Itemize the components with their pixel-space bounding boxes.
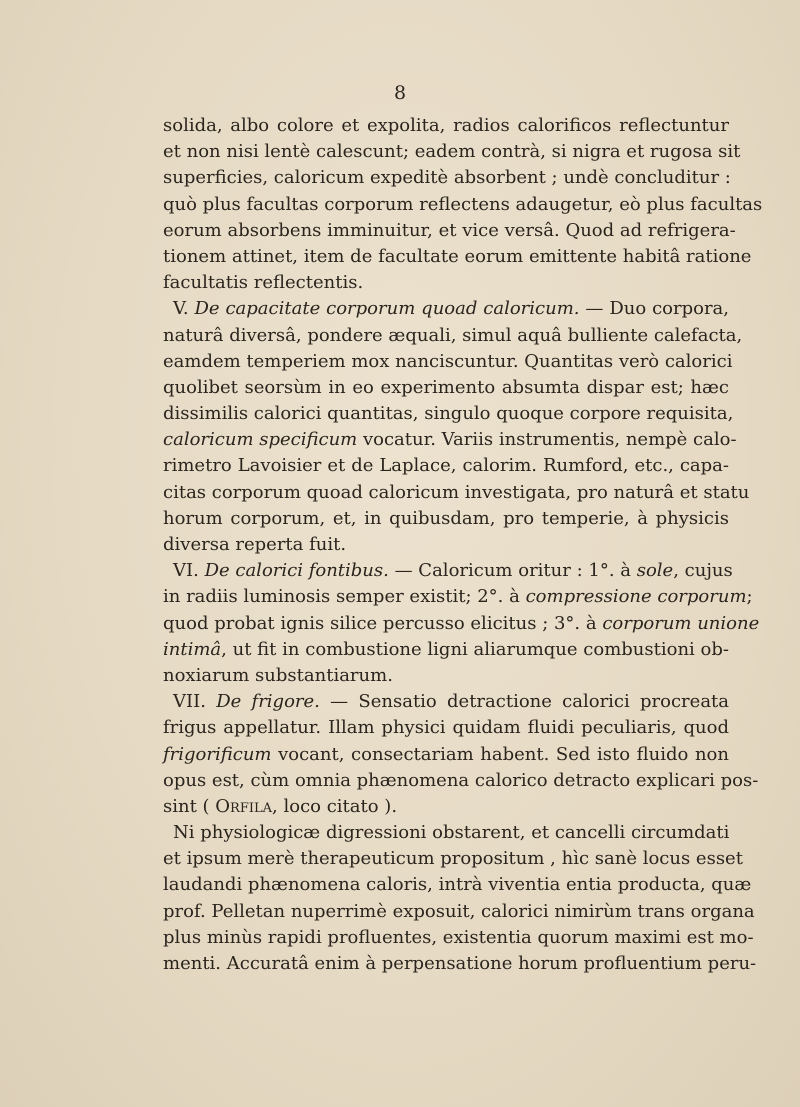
text-line [163,165,729,191]
text-segment: , loco citato ). [272,795,398,817]
text-segment: quò plus facultas corporum reflectens adaugetur, eò plus facultas [163,193,763,215]
text-line [163,951,757,977]
text-line [163,113,729,139]
text-line [163,375,729,401]
text-segment: VI. [173,560,205,582]
text-line [163,453,729,479]
text-line [163,139,741,165]
text-line [163,820,729,846]
text-segment: — Duo corpora, [579,298,730,320]
text-line [163,532,729,558]
text-line [163,296,729,322]
text-segment: citas corporum quoad caloricum investigata, pro naturâ et statu [163,481,750,503]
text-line [163,846,743,872]
italic-text: caloricum specificum [163,429,358,451]
text-line [163,323,743,349]
italic-text: De capacitate corporum quoad caloricum. [194,298,580,320]
italic-text: De frigore. [216,691,320,713]
text-segment: quod probat ignis silice percusso elicitus ; 3°. à [163,612,603,634]
text-segment: quolibet seorsùm in eo experimento absumta dispar est; hæc [163,376,729,398]
text-segment: ; [746,586,753,608]
text-line [163,480,750,506]
text-segment: in radiis luminosis semper existit; 2°. à [163,586,526,608]
text-segment: Ni physiologicæ digressioni obstarent, et cancelli circumdati [173,822,730,844]
text-line [163,349,733,375]
text-segment: solida, albo colore et expolita, radios calorificos reflectuntur [163,115,729,136]
text-segment: rimetro Lavoisier et de Laplace, calorim. Rumford, etc., capa- [163,455,729,477]
text-line [163,637,729,663]
text-line [163,715,729,741]
small-caps-text: Orfila [215,795,273,817]
text-line [163,768,759,794]
text-segment: et non nisi lentè calescunt; eadem contrà, si nigra et rugosa sit [163,141,741,163]
text-segment: sint ( [163,795,216,817]
italic-text: frigorificum [163,743,272,765]
text-segment: , cujus [673,560,733,582]
text-segment: prof. Pelletan nuperrimè exposuit, calorici nimirùm trans organa [163,900,755,922]
text-line [163,872,752,898]
body-text [163,113,763,977]
text-segment: menti. Accuratâ enim à perpensatione horum profluentium peru- [163,953,757,974]
text-segment: V. [173,298,195,320]
text-segment: vocant, consectariam habent. Sed isto fluido non [271,743,729,765]
text-line [163,663,729,689]
text-segment: laudandi phænomena caloris, intrà viventia entia producta, quæ [163,874,752,896]
text-line [163,427,737,453]
text-segment: naturâ diversâ, pondere æquali, simul aquâ bulliente calefacta, [163,324,743,346]
text-segment: — Sensatio detractione calorici procreata [319,691,730,713]
italic-text: compressione corporum [525,586,747,608]
text-line [163,270,729,296]
text-segment: , ut fit in combustione ligni aliarumque combustioni ob- [221,638,729,660]
text-segment: horum corporum, et, in quibusdam, pro temperie, à physicis [163,507,729,529]
text-segment: tionem attinet, item de facultate eorum emittente habitâ ratione [163,245,752,267]
text-segment: opus est, cùm omnia phænomena calorico detracto explicari pos- [163,769,759,791]
text-segment: dissimilis calorici quantitas, singulo quoque corpore requisita, [163,403,734,425]
text-segment: eamdem temperiem mox nanciscuntur. Quantitas verò calorici [163,350,733,372]
text-segment: diversa reperta fuit. [163,534,347,555]
text-segment: frigus appellatur. Illam physici quidam fluidi peculiaris, quod [163,717,729,739]
text-segment: plus minùs rapidi profluentes, existentia quorum maximi est mo- [163,926,754,948]
text-line [163,558,733,584]
text-segment: facultatis reflectentis. [163,272,364,294]
text-segment: VII. [173,691,217,713]
italic-text: sole [636,560,674,582]
text-line [163,689,729,715]
text-line [163,218,736,244]
page-number: 8 [393,82,407,104]
text-line [163,611,760,637]
text-segment: eorum absorbens imminuitur, et vice versâ. Quod ad refrigera- [163,219,736,241]
text-line [163,192,763,218]
italic-text: corporum unione [602,612,760,634]
italic-text: intimâ [163,638,222,660]
text-line [163,506,729,532]
text-segment: et ipsum merè therapeuticum propositum , hìc sanè locus esset [163,848,743,870]
text-segment: — Caloricum oritur : 1°. à [388,560,637,582]
text-line [163,925,754,951]
text-line [163,401,734,427]
text-line [163,584,753,610]
text-segment: superficies, caloricum expeditè absorbent ; undè concluditur : [163,167,731,189]
text-segment: vocatur. Variis instrumentis, nempè calo- [357,429,737,451]
text-line [163,794,729,820]
text-line [163,244,752,270]
text-segment: noxiarum substantiarum. [163,664,393,686]
italic-text: De calorici fontibus. [204,560,389,582]
text-line [163,742,729,768]
text-line [163,899,755,925]
